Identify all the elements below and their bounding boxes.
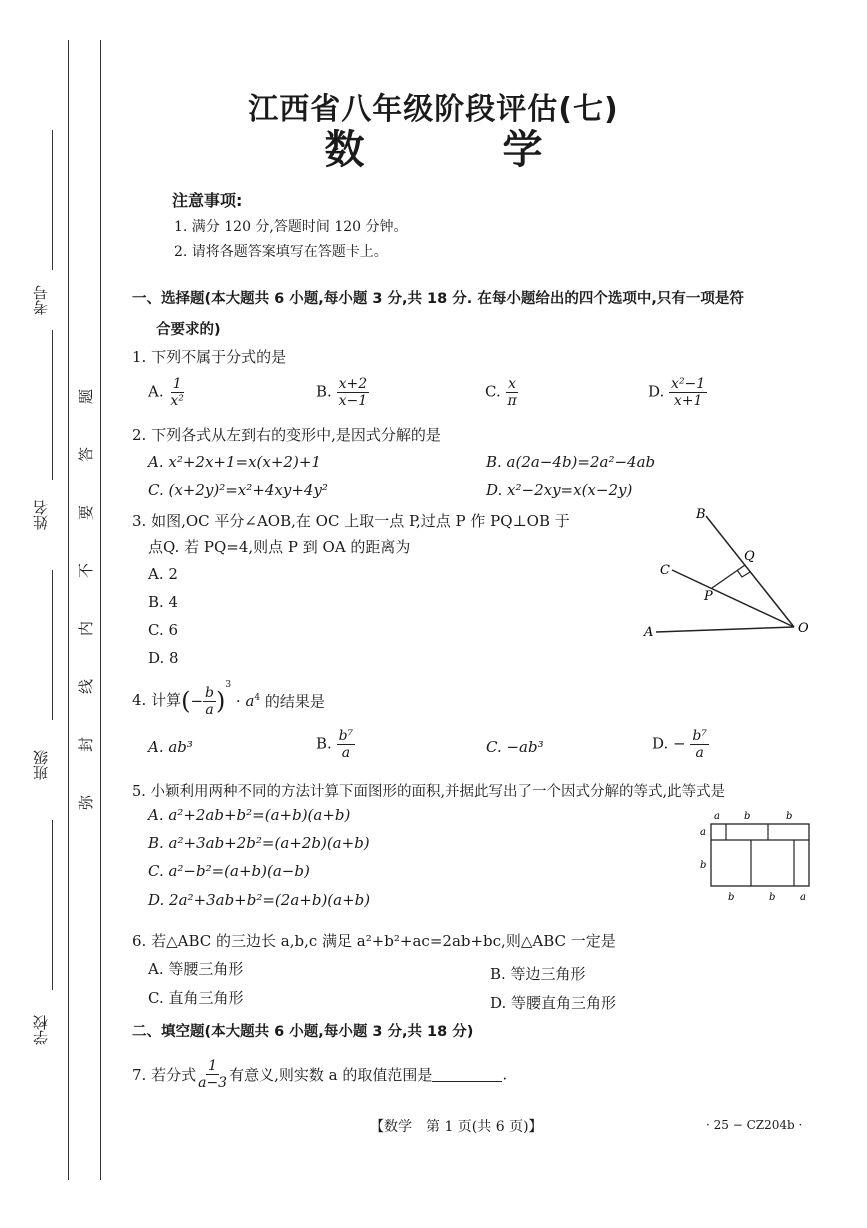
times-term: · $a^4$ [231, 692, 261, 710]
q6-option-b: B. 等边三角形 [490, 965, 586, 983]
subject-title: 数 学 [324, 127, 605, 173]
numerator: b [205, 684, 215, 701]
fraction [669, 376, 707, 409]
q1-option-a [148, 376, 186, 409]
q7-end: . [502, 1065, 508, 1084]
label-bottom: b [769, 892, 776, 903]
section2-heading: 二、填空题(本大题共 6 小题,每小题 3 分,共 18 分) [132, 1024, 474, 1040]
label-O: O [798, 621, 809, 636]
q2-option-a: A. x²+2x+1=x(x+2)+1 [148, 453, 321, 471]
seal-char: 线 [77, 678, 96, 695]
denominator: x+1 [673, 393, 703, 409]
q3-option-b: B. 4 [148, 593, 179, 611]
right-paren: ) [216, 687, 226, 715]
class-line [52, 570, 53, 720]
seal-char: 答 [77, 446, 96, 463]
numerator: b⁷ [692, 728, 707, 744]
denominator: π [507, 393, 517, 409]
section1-heading: 一、选择题(本大题共 6 小题,每小题 3 分,共 18 分. 在每小题给出的四个选项中,只有一项是符 [132, 291, 744, 307]
q4-prefix: 4. 计算 [132, 691, 182, 709]
numerator: 1 [172, 376, 182, 392]
option-label: B. [316, 382, 332, 401]
numerator: b⁷ [338, 728, 354, 744]
label-left: b [700, 860, 707, 871]
numerator: x+2 [338, 376, 368, 392]
label-P: P [704, 589, 713, 604]
exponent: 3 [225, 680, 232, 690]
seal-char: 题 [77, 388, 96, 405]
q2-option-c: C. (x+2y)²=x²+4xy+4y² [148, 481, 328, 499]
q7-prefix: 7. 若分式 [132, 1066, 197, 1084]
option-label: B. [316, 734, 332, 753]
q3-angle-figure [636, 502, 816, 652]
option-label: D. − [652, 734, 686, 753]
seal-char: 弥 [77, 794, 96, 811]
fraction [203, 685, 216, 718]
fraction [337, 728, 356, 761]
denominator: a [341, 745, 351, 761]
class-label: 班级 [32, 750, 50, 780]
q1-option-d [648, 376, 707, 409]
notice-item: 1. 满分 120 分,答题时间 120 分钟。 [174, 219, 408, 235]
q3-stem-line2: 点Q. 若 PQ=4,则点 P 到 OA 的距离为 [148, 538, 411, 556]
denominator: a [205, 701, 214, 718]
answer-blank [432, 1067, 502, 1082]
label-top: b [744, 811, 751, 822]
fraction [196, 1058, 229, 1091]
q5-stem: 5. 小颖利用两种不同的方法计算下面图形的面积,并据此写出了一个因式分解的等式,此等式是 [132, 784, 726, 800]
label-top: a [714, 811, 720, 822]
paper-code: · 25 − CZ204b · [706, 1118, 803, 1132]
fraction [168, 376, 186, 409]
label-Q: Q [744, 549, 755, 564]
q6-option-a: A. 等腰三角形 [148, 960, 244, 978]
seal-char: 不 [77, 562, 96, 579]
q2-option-d: D. x²−2xy=x(x−2y) [486, 481, 633, 499]
school-label: 学校 [32, 1015, 50, 1045]
q4-option-a: A. ab³ [148, 738, 193, 756]
q2-stem: 2. 下列各式从左到右的变形中,是因式分解的是 [132, 426, 441, 444]
numerator: x²−1 [671, 376, 706, 392]
label-C: C [660, 563, 670, 578]
name-line [52, 330, 53, 480]
q4-stem [132, 680, 325, 718]
ray-OA [656, 627, 794, 632]
q1-stem: 1. 下列不属于分式的是 [132, 348, 287, 366]
denominator: x² [170, 393, 184, 409]
notice-heading: 注意事项: [172, 191, 243, 210]
q7-suffix: 有意义,则实数 a 的取值范围是 [229, 1066, 433, 1084]
fraction [690, 728, 709, 761]
label-left: a [700, 827, 706, 838]
binding-line-outer [68, 40, 69, 1180]
label-bottom: a [800, 892, 806, 903]
option-label: D. [648, 382, 665, 401]
label-top: b [786, 811, 793, 822]
seal-char: 要 [77, 504, 96, 521]
denominator: x−1 [338, 393, 368, 409]
q3-option-a: A. 2 [148, 565, 178, 583]
label-B: B [696, 507, 706, 522]
denominator: a [695, 745, 704, 761]
q6-option-d: D. 等腰直角三角形 [490, 994, 617, 1012]
fraction [506, 376, 519, 409]
ray-OB [706, 516, 794, 627]
q4-option-b [316, 728, 355, 761]
page-footer: 【数学 第 1 页(共 6 页)】 [370, 1119, 543, 1135]
q5-option-d: D. 2a²+3ab+b²=(2a+b)(a+b) [148, 891, 371, 909]
option-label: A. [148, 382, 164, 401]
exam-title: 江西省八年级阶段评估(七) [248, 92, 619, 127]
q5-option-a: A. a²+2ab+b²=(a+b)(a+b) [148, 806, 351, 824]
q2-option-b: B. a(2a−4b)=2a²−4ab [486, 453, 656, 471]
option-label: C. [485, 382, 501, 401]
binding-line-inner [100, 40, 101, 1180]
q1-option-b [316, 376, 369, 409]
q7-stem [132, 1058, 507, 1091]
seal-char: 内 [77, 620, 96, 637]
q5-area-figure [694, 808, 820, 906]
denominator: a−3 [198, 1075, 228, 1091]
q5-option-c: C. a²−b²=(a+b)(a−b) [148, 862, 310, 880]
q4-suffix: 的结果是 [264, 692, 325, 711]
q3-stem-line1: 3. 如图,OC 平分∠AOB,在 OC 上取一点 P,过点 P 作 PQ⊥OB 于 [132, 512, 570, 530]
right-angle-mark [737, 570, 750, 577]
label-A: A [644, 625, 654, 640]
q4-option-c: C. −ab³ [486, 738, 544, 756]
left-paren: ( [181, 687, 191, 715]
numerator: x [508, 376, 517, 392]
fraction [337, 376, 370, 409]
q3-option-c: C. 6 [148, 621, 179, 639]
section1-heading-cont: 合要求的) [156, 322, 221, 338]
numerator: 1 [208, 1058, 218, 1074]
minus-sign: − [190, 692, 204, 710]
name-label: 姓名 [32, 500, 50, 530]
q6-option-c: C. 直角三角形 [148, 989, 244, 1007]
q6-stem: 6. 若△ABC 的三边长 a,b,c 满足 a²+b²+ac=2ab+bc,则△ABC 一定是 [132, 932, 616, 950]
seal-char: 封 [77, 736, 96, 753]
school-line [52, 820, 53, 990]
label-bottom: b [728, 892, 735, 903]
ray-OC [672, 570, 794, 627]
segment-PQ [712, 565, 745, 588]
q3-option-d: D. 8 [148, 649, 179, 667]
q5-option-b: B. a²+3ab+2b²=(a+2b)(a+b) [148, 834, 370, 852]
exam-no-label: 考号 [32, 285, 50, 315]
notice-item: 2. 请将各题答案填写在答题卡上。 [174, 244, 388, 260]
q1-option-c [485, 376, 519, 409]
q4-option-d [652, 728, 709, 761]
